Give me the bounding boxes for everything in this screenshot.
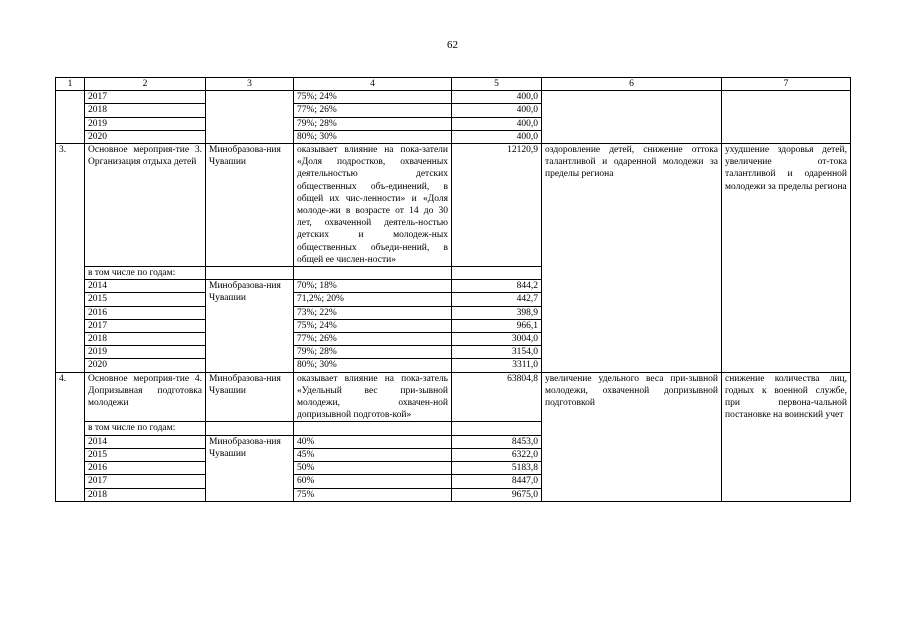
year-cell: 2014 [85, 435, 206, 448]
indicator-cell [294, 267, 452, 280]
column-number: 4 [294, 78, 452, 91]
page-number: 62 [447, 39, 458, 51]
amount-cell: 398,9 [452, 306, 542, 319]
year-cell: 2014 [85, 280, 206, 293]
item-result: оздоровление детей, снижение оттока талантливой и одаренной молодежи за пределы региона [542, 144, 722, 373]
indicator-cell: 60% [294, 475, 452, 488]
by-years-label: в том числе по годам: [85, 267, 206, 280]
executor-cell [206, 422, 294, 435]
item-indicator: оказывает влияние на пока-затели «Доля подростков, охваченных деятельностью детских общественных объ-единений, в общей их чис-ленности» и «Доля молоде-жи в возрасте от 14 до 30 лет, охваченной деятель-ностью детских и молодеж-ных общественных объеди-нений, в общей ее числен-ности» [294, 144, 452, 267]
item-number: 3. [56, 144, 85, 373]
amount-cell: 3004,0 [452, 333, 542, 346]
item-risk: снижение количества лиц, годных к военной службе, при первона-чальной постановке на воинский учет [722, 372, 851, 501]
amount-cell [452, 267, 542, 280]
year-cell: 2016 [85, 306, 206, 319]
indicator-cell: 77%; 26% [294, 104, 452, 117]
years-executor: Минобразова-ния Чувашии [206, 280, 294, 372]
amount-cell: 400,0 [452, 117, 542, 130]
column-number-row [56, 78, 851, 91]
item-risk: ухудшение здоровья детей, увеличение от-тока талантливой и одаренной молодежи за пределы региона [722, 144, 851, 373]
item-name: Основное мероприя-тие 4. Допризывная подготовка молодежи [85, 372, 206, 422]
year-cell: 2017 [85, 319, 206, 332]
year-cell: 2020 [85, 130, 206, 143]
year-cell: 2017 [85, 475, 206, 488]
amount-cell: 5183,8 [452, 462, 542, 475]
year-cell: 2016 [85, 462, 206, 475]
indicator-cell: 71,2%; 20% [294, 293, 452, 306]
result-cell [542, 91, 722, 144]
indicator-cell: 77%; 26% [294, 333, 452, 346]
item-executor: Минобразова-ния Чувашии [206, 372, 294, 422]
item-result: увеличение удельного веса при-зывной молодежи, охваченной допризывной подготовкой [542, 372, 722, 501]
risk-cell [722, 91, 851, 144]
amount-cell: 3154,0 [452, 346, 542, 359]
table-row-item-4 [56, 372, 851, 422]
year-cell: 2015 [85, 448, 206, 461]
table-row [56, 91, 851, 104]
executor-cell [206, 91, 294, 144]
indicator-cell: 75% [294, 488, 452, 501]
item-amount: 63804,8 [452, 372, 542, 422]
indicator-cell: 79%; 28% [294, 117, 452, 130]
indicator-cell: 70%; 18% [294, 280, 452, 293]
amount-cell: 844,2 [452, 280, 542, 293]
amount-cell: 966,1 [452, 319, 542, 332]
amount-cell: 8453,0 [452, 435, 542, 448]
indicator-cell: 73%; 22% [294, 306, 452, 319]
column-number: 6 [542, 78, 722, 91]
year-cell: 2019 [85, 346, 206, 359]
amount-cell: 3311,0 [452, 359, 542, 372]
amount-cell: 8447,0 [452, 475, 542, 488]
year-cell: 2018 [85, 104, 206, 117]
number-cell [56, 91, 85, 144]
item-number: 4. [56, 372, 85, 501]
item-executor: Минобразова-ния Чувашии [206, 144, 294, 267]
indicator-cell [294, 422, 452, 435]
item-indicator: оказывает влияние на пока-затель «Удельный вес при-зывной молодежи, охвачен-ной допризывной подготов-кой» [294, 372, 452, 422]
year-cell: 2018 [85, 333, 206, 346]
amount-cell: 400,0 [452, 91, 542, 104]
program-table [55, 77, 851, 502]
item-amount: 12120,9 [452, 144, 542, 267]
indicator-cell: 45% [294, 448, 452, 461]
indicator-cell: 79%; 28% [294, 346, 452, 359]
amount-cell: 400,0 [452, 104, 542, 117]
indicator-cell: 80%; 30% [294, 130, 452, 143]
amount-cell [452, 422, 542, 435]
column-number: 5 [452, 78, 542, 91]
amount-cell: 6322,0 [452, 448, 542, 461]
amount-cell: 442,7 [452, 293, 542, 306]
indicator-cell: 75%; 24% [294, 319, 452, 332]
column-number: 7 [722, 78, 851, 91]
year-cell: 2018 [85, 488, 206, 501]
table-row-item-3 [56, 144, 851, 267]
year-cell: 2019 [85, 117, 206, 130]
column-number: 2 [85, 78, 206, 91]
column-number: 3 [206, 78, 294, 91]
year-cell: 2015 [85, 293, 206, 306]
indicator-cell: 50% [294, 462, 452, 475]
by-years-label: в том числе по годам: [85, 422, 206, 435]
year-cell: 2020 [85, 359, 206, 372]
indicator-cell: 80%; 30% [294, 359, 452, 372]
indicator-cell: 75%; 24% [294, 91, 452, 104]
indicator-cell: 40% [294, 435, 452, 448]
item-name: Основное мероприя-тие 3. Организация отдыха детей [85, 144, 206, 267]
amount-cell: 9675,0 [452, 488, 542, 501]
executor-cell [206, 267, 294, 280]
column-number: 1 [56, 78, 85, 91]
years-executor: Минобразова-ния Чувашии [206, 435, 294, 501]
amount-cell: 400,0 [452, 130, 542, 143]
year-cell: 2017 [85, 91, 206, 104]
